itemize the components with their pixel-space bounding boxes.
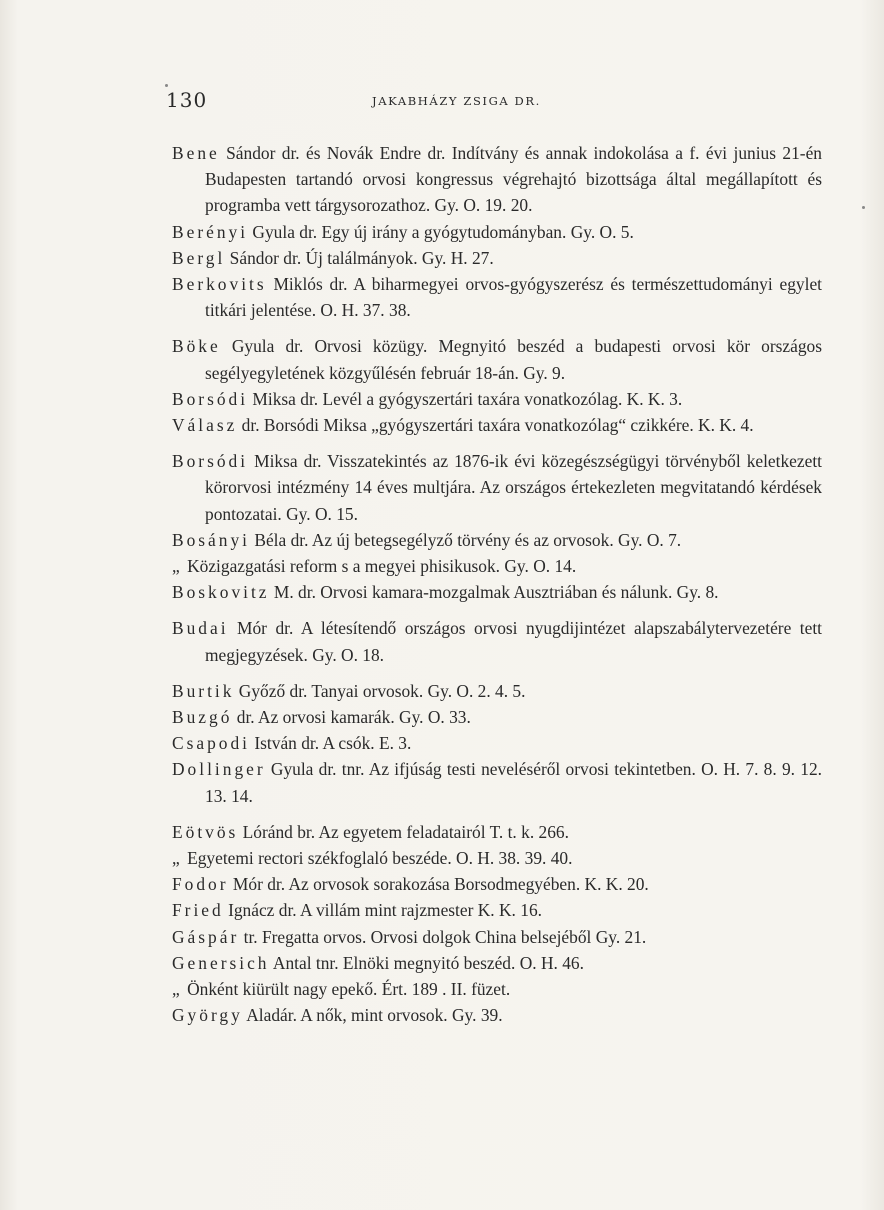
bibliography-entry bbox=[172, 845, 822, 871]
entry-text: Gyula dr. tnr. Az ifjúság testi neveléséről orvosi tekintetben. O. H. 7. 8. 9. 12. 13. 14. bbox=[205, 759, 822, 806]
entry-text: tr. Fregatta orvos. Orvosi dolgok China belsejéből Gy. 21. bbox=[239, 926, 647, 947]
author-name: György bbox=[172, 1005, 243, 1026]
entry-text: Miksa dr. Visszatekintés az 1876-ik évi közegészségügyi törvényből keletkezett körorvosi intézmény 14 éves multjára. Az országos értekezleten megvitatandó kérdések pontozatai. Gy. O. 15. bbox=[205, 451, 822, 524]
author-name: Borsódi bbox=[172, 451, 249, 472]
bibliography-entry bbox=[172, 386, 822, 412]
bibliography-entry bbox=[172, 271, 822, 323]
bibliography-entry bbox=[172, 950, 822, 976]
author-name: Válasz bbox=[172, 415, 238, 436]
entry-text: Győző dr. Tanyai orvosok. Gy. O. 2. 4. 5. bbox=[234, 680, 526, 701]
entry-text: dr. Borsódi Miksa „gyógyszertári taxára vonatkozólag“ czikkére. K. K. 4. bbox=[237, 415, 754, 436]
entry-text: Gyula dr. Orvosi közügy. Megnyitó beszéd a budapesti orvosi kör országos segélyegyletének közgyűlésén február 18-án. Gy. 9. bbox=[205, 336, 822, 383]
entry-text: Gyula dr. Egy új irány a gyógytudományban. Gy. O. 5. bbox=[248, 221, 634, 242]
author-name: Genersich bbox=[172, 952, 270, 973]
entry-text: Antal tnr. Elnöki megnyitó beszéd. O. H. 46. bbox=[269, 952, 584, 973]
author-name: Fried bbox=[172, 900, 224, 921]
author-name: Buzgó bbox=[172, 707, 233, 728]
page-header bbox=[160, 88, 820, 116]
author-name: Bene bbox=[172, 143, 220, 163]
entry-text: Önként kiürült nagy epekő. Ért. 189 . II. füzet. bbox=[182, 979, 511, 1000]
bibliography-entry bbox=[172, 730, 822, 756]
author-name: Borsódi bbox=[172, 388, 249, 409]
author-name: „ bbox=[172, 848, 183, 869]
author-name: Berkovits bbox=[172, 274, 267, 295]
entry-text: Egyetemi rectori székfoglaló beszéde. O. H. 38. 39. 40. bbox=[182, 848, 573, 869]
entry-text: Miksa dr. Levél a gyógyszertári taxára vonatkozólag. K. K. 3. bbox=[248, 388, 683, 409]
ink-mark bbox=[165, 84, 168, 87]
author-name: Dollinger bbox=[172, 759, 266, 780]
entry-text: Lóránd br. Az egyetem feladatairól T. t. k. 266. bbox=[238, 821, 569, 842]
bibliography-entry bbox=[172, 219, 822, 245]
entry-text: Sándor dr. Új találmányok. Gy. H. 27. bbox=[225, 247, 494, 268]
author-name: Gáspár bbox=[172, 926, 240, 947]
bibliography-entry bbox=[172, 924, 822, 950]
entry-text: Aladár. A nők, mint orvosok. Gy. 39. bbox=[242, 1005, 503, 1026]
bibliography-entry bbox=[172, 553, 822, 579]
bibliography-entry bbox=[172, 871, 822, 897]
entry-text: Sándor dr. és Novák Endre dr. Indítvány és annak indokolása a f. évi junius 21-én Budapesten tartandó orvosi kongressus végrehajtó bizottsága által megállapított és programba vett tárgysorozathoz. Gy. O. 19. 20. bbox=[205, 143, 822, 216]
running-head: JAKABHÁZY ZSIGA DR. bbox=[372, 94, 541, 108]
author-name: Burtik bbox=[172, 680, 235, 701]
bibliography-entry bbox=[172, 897, 822, 923]
author-name: Berényi bbox=[172, 221, 249, 242]
author-name: Csapodi bbox=[172, 733, 251, 754]
author-name: Fodor bbox=[172, 874, 229, 895]
author-name: Bosányi bbox=[172, 529, 251, 550]
author-name: Eötvös bbox=[172, 821, 239, 842]
entry-text: M. dr. Orvosi kamara-mozgalmak Ausztriában és nálunk. Gy. 8. bbox=[269, 582, 719, 603]
ink-mark bbox=[862, 206, 865, 209]
bibliography-entry bbox=[172, 140, 822, 219]
entry-text: Mór dr. A létesítendő országos orvosi nyugdijintézet alapszabálytervezetére tett megjegyzések. Gy. O. 18. bbox=[205, 618, 822, 665]
bibliography-entry bbox=[172, 756, 822, 808]
author-name: „ bbox=[172, 556, 183, 577]
entry-text: Béla dr. Az új betegsegélyző törvény és az orvosok. Gy. O. 7. bbox=[250, 529, 682, 550]
bibliography-entry bbox=[172, 412, 822, 438]
bibliography-entry bbox=[172, 245, 822, 271]
entry-text: Mór dr. Az orvosok sorakozása Borsodmegyében. K. K. 20. bbox=[228, 874, 649, 895]
entry-text: Miklós dr. A biharmegyei orvos-gyógyszerész és természettudományi egylet titkári jelentése. O. H. 37. 38. bbox=[205, 274, 822, 321]
bibliography-entry bbox=[172, 579, 822, 605]
author-name: Budai bbox=[172, 618, 229, 639]
entry-text: dr. Az orvosi kamarák. Gy. O. 33. bbox=[232, 707, 471, 728]
bibliography-entry bbox=[172, 333, 822, 385]
bibliography-entry bbox=[172, 704, 822, 730]
bibliography-entry bbox=[172, 976, 822, 1002]
page-number: 130 bbox=[166, 88, 208, 112]
bibliography-list bbox=[172, 140, 822, 1029]
author-name: Böke bbox=[172, 336, 221, 357]
entry-text: Közigazgatási reform s a megyei phisikusok. Gy. O. 14. bbox=[182, 556, 577, 577]
bibliography-entry bbox=[172, 1002, 822, 1028]
entry-text: István dr. A csók. E. 3. bbox=[250, 733, 412, 754]
bibliography-entry bbox=[172, 448, 822, 527]
bibliography-entry bbox=[172, 678, 822, 704]
entry-text: Ignácz dr. A villám mint rajzmester K. K. 16. bbox=[223, 900, 542, 921]
author-name: Bergl bbox=[172, 247, 226, 268]
author-name: „ bbox=[172, 979, 183, 1000]
bibliography-entry bbox=[172, 527, 822, 553]
author-name: Boskovitz bbox=[172, 582, 270, 603]
bibliography-entry bbox=[172, 615, 822, 667]
bibliography-entry bbox=[172, 819, 822, 845]
